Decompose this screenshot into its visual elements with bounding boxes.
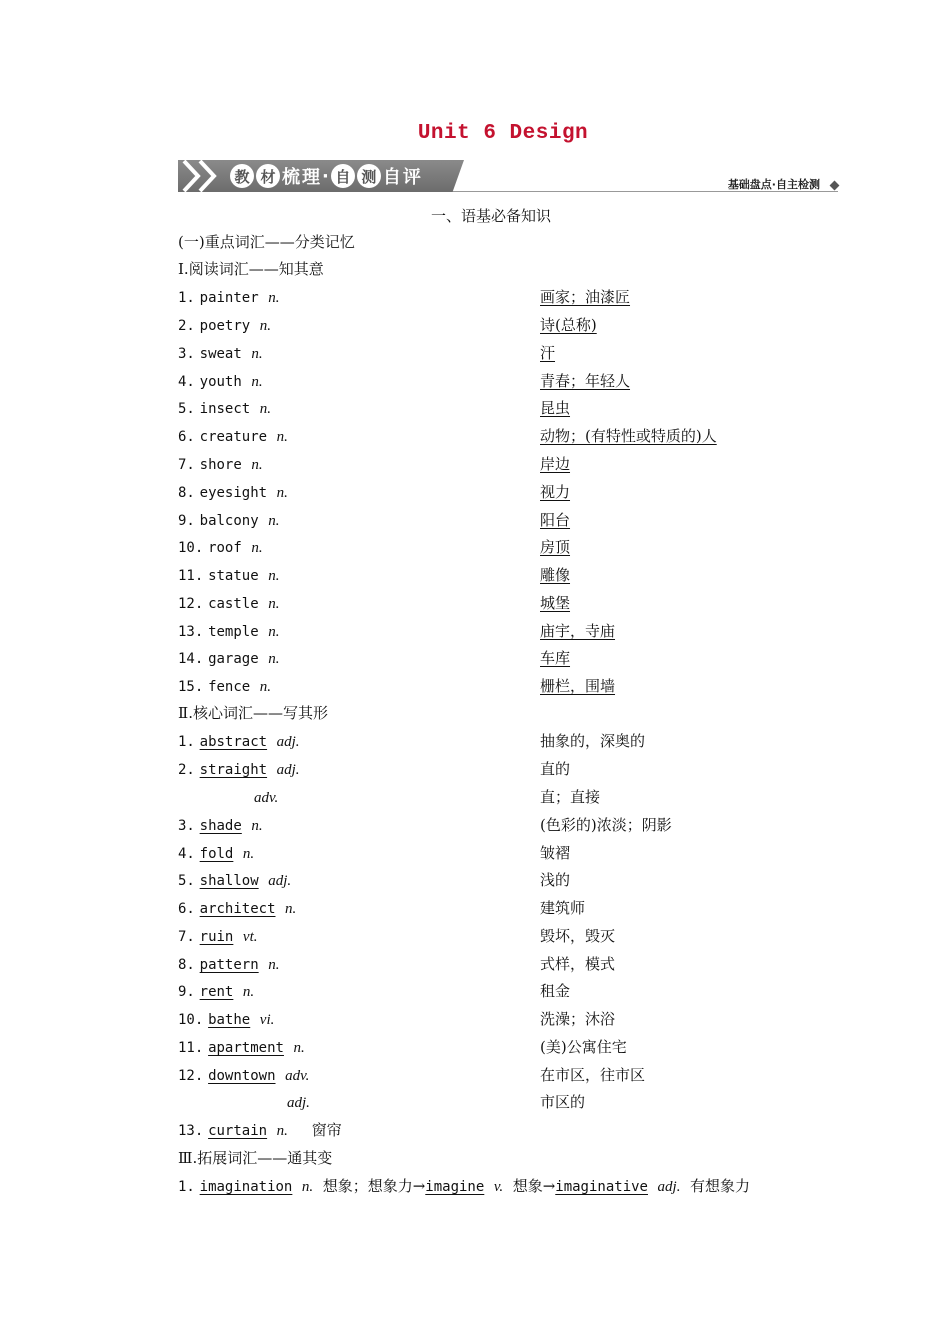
item-number: 10.: [178, 1012, 204, 1028]
item-meaning: 诗(总称): [540, 316, 597, 334]
item-pos: vi.: [259, 1012, 275, 1028]
core-item: [178, 981, 254, 1002]
item-pos: n.: [251, 457, 263, 473]
item-word: fence: [208, 679, 251, 695]
item-word: apartment: [208, 1040, 284, 1056]
item-pos: n.: [259, 679, 272, 695]
item-meaning: 阳台: [540, 511, 571, 529]
item-number: 5.: [178, 401, 195, 417]
item-pos: n.: [268, 290, 280, 306]
item-meaning: 动物；(有特性或特质的)人: [540, 427, 717, 445]
reading-item: [178, 537, 263, 558]
page-title: Unit 6 Design: [417, 122, 589, 145]
item-word: architect: [199, 901, 276, 917]
item-number: 4.: [178, 374, 195, 390]
item-word: imagine: [425, 1179, 485, 1195]
item-word: insect: [199, 401, 251, 417]
item-pos: n.: [301, 1179, 314, 1195]
item-meaning: 市区的: [540, 1093, 586, 1111]
item-number: 14.: [178, 651, 204, 667]
item-meaning: (美)公寓住宅: [540, 1038, 627, 1056]
item-word: downtown: [208, 1068, 276, 1084]
item-number: 13.: [178, 624, 204, 640]
item-pos: vt.: [242, 929, 258, 945]
item-word: roof: [208, 540, 242, 556]
banner-char: 材: [256, 164, 280, 188]
section-banner: [178, 158, 842, 196]
item-meaning: 庙宇，寺庙: [540, 622, 616, 640]
item-pos: adj.: [287, 1095, 310, 1111]
reading-item: [178, 482, 288, 503]
banner-char: ·: [322, 165, 329, 187]
reading-item: [178, 648, 279, 669]
item-number: 2.: [178, 318, 195, 334]
item-number: 13.: [178, 1123, 204, 1139]
item-word: imaginative: [555, 1179, 648, 1195]
core-item: [178, 843, 254, 864]
item-number: 3.: [178, 818, 195, 834]
item-word: abstract: [199, 734, 268, 750]
banner-char: 自: [382, 167, 401, 188]
reading-item: [178, 343, 263, 364]
item-number: 5.: [178, 873, 195, 889]
item-meaning: 想象→: [512, 1177, 556, 1195]
item-number: 12.: [178, 596, 204, 612]
item-number: 1.: [178, 734, 195, 750]
item-meaning: (色彩的)浓淡；阴影: [540, 816, 672, 834]
item-pos: n.: [268, 624, 280, 640]
item-pos: adj.: [657, 1179, 681, 1195]
item-pos: n.: [251, 818, 263, 834]
item-pos: n.: [251, 540, 263, 556]
item-number: 1.: [178, 290, 195, 306]
core-item: [178, 1120, 342, 1141]
item-word: rent: [199, 984, 234, 1000]
reading-item: [178, 398, 271, 419]
item-number: 6.: [178, 429, 195, 445]
item-pos: n.: [276, 1123, 288, 1139]
item-number: 9.: [178, 984, 195, 1000]
item-number: 9.: [178, 513, 195, 529]
core-heading: Ⅱ.核心词汇——写其形: [178, 704, 328, 722]
item-pos: n.: [268, 957, 280, 973]
item-pos: n.: [268, 568, 280, 584]
item-number: 11.: [178, 1040, 204, 1056]
item-meaning: 昆虫: [540, 399, 571, 417]
item-pos: n.: [276, 429, 288, 445]
reading-item: [178, 565, 279, 586]
banner-char: 评: [402, 167, 421, 188]
item-number: 12.: [178, 1068, 204, 1084]
item-meaning: 汗: [540, 344, 556, 362]
item-word: fold: [199, 846, 234, 862]
item-pos: adv.: [285, 1068, 310, 1084]
item-pos: v.: [493, 1179, 504, 1195]
item-number: 10.: [178, 540, 204, 556]
item-meaning: 青春；年轻人: [540, 372, 631, 390]
reading-item: [178, 621, 279, 642]
item-meaning: 有想象力: [690, 1177, 751, 1195]
banner-char: 自: [331, 164, 355, 188]
item-meaning: 视力: [540, 483, 571, 501]
item-pos: n.: [285, 901, 297, 917]
item-word: sweat: [199, 346, 242, 362]
item-word: painter: [199, 290, 259, 306]
item-pos: adj.: [276, 734, 300, 750]
reading-item: [178, 426, 288, 447]
core-item: [178, 870, 291, 891]
item-word: eyesight: [199, 485, 268, 501]
item-pos: n.: [251, 346, 263, 362]
item-word: creature: [199, 429, 268, 445]
banner-char: 教: [230, 164, 254, 188]
core-item: [178, 1037, 305, 1058]
banner-char: 梳: [282, 167, 300, 188]
reading-item: [178, 510, 279, 531]
banner-char: 测: [357, 164, 381, 188]
item-pos: n.: [293, 1040, 305, 1056]
item-meaning: 车库: [540, 649, 571, 667]
section-title: 一、语基必备知识: [430, 207, 551, 225]
reading-item: [178, 371, 263, 392]
item-meaning: 皱褶: [540, 844, 571, 862]
item-word: balcony: [199, 513, 259, 529]
reading-item: [178, 593, 279, 614]
item-word: youth: [199, 374, 242, 390]
diamond-icon: [830, 181, 840, 191]
item-number: 4.: [178, 846, 195, 862]
item-meaning: 城堡: [540, 594, 571, 612]
item-word: curtain: [208, 1123, 268, 1139]
item-word: garage: [208, 651, 259, 667]
item-word: straight: [199, 762, 268, 778]
core-item-sub: [254, 787, 278, 808]
item-number: 6.: [178, 901, 195, 917]
reading-item: [178, 315, 271, 336]
reading-item: [178, 676, 271, 697]
banner-subtitle: 基础盘点·自主检测: [727, 178, 820, 191]
item-meaning: 想象；想象力→: [322, 1177, 426, 1195]
core-item: [178, 1009, 274, 1030]
item-word: shade: [199, 818, 242, 834]
item-meaning: 画家；油漆匠: [540, 288, 631, 306]
item-word: imagination: [199, 1179, 293, 1195]
item-meaning: 直的: [540, 760, 571, 778]
item-pos: adj.: [276, 762, 300, 778]
item-pos: n.: [242, 984, 255, 1000]
core-item: [178, 926, 257, 947]
item-meaning: 抽象的，深奥的: [540, 732, 646, 750]
item-meaning: 租金: [540, 982, 571, 1000]
item-meaning: 窗帘: [311, 1121, 342, 1139]
item-meaning: 栅栏，围墙: [540, 677, 616, 695]
chevron-right-icon: [196, 158, 218, 194]
item-number: 7.: [178, 929, 195, 945]
item-meaning: 雕像: [540, 566, 571, 584]
item-pos: n.: [259, 318, 272, 334]
item-meaning: 在市区，往市区: [540, 1066, 646, 1084]
item-number: 3.: [178, 346, 195, 362]
part-heading: (一)重点词汇——分类记忆: [178, 233, 355, 251]
item-pos: n.: [259, 401, 272, 417]
item-pos: n.: [276, 485, 288, 501]
core-item: [178, 759, 300, 780]
item-number: 7.: [178, 457, 195, 473]
item-pos: n.: [268, 596, 280, 612]
core-item: [178, 815, 263, 836]
reading-heading: Ⅰ.阅读词汇——知其意: [178, 260, 324, 278]
item-word: poetry: [199, 318, 251, 334]
item-pos: n.: [251, 374, 263, 390]
item-number: 15.: [178, 679, 204, 695]
reading-item: [178, 454, 263, 475]
reading-item: [178, 287, 279, 308]
item-word: statue: [208, 568, 259, 584]
item-pos: n.: [268, 651, 280, 667]
item-meaning: 洗澡；沐浴: [540, 1010, 616, 1028]
item-word: bathe: [208, 1012, 251, 1028]
core-item: [178, 1065, 309, 1086]
item-meaning: 式样，模式: [540, 955, 616, 973]
item-word: castle: [208, 596, 259, 612]
item-meaning: 直；直接: [540, 788, 601, 806]
banner-char: 理: [302, 167, 320, 188]
item-pos: adv.: [254, 790, 279, 806]
core-item: [178, 731, 300, 752]
item-meaning: 浅的: [540, 871, 571, 889]
item-number: 2.: [178, 762, 195, 778]
item-meaning: 建筑师: [540, 899, 586, 917]
item-meaning: 岸边: [540, 455, 571, 473]
item-meaning: 毁坏，毁灭: [540, 927, 616, 945]
core-item-sub: [287, 1092, 310, 1113]
item-number: 8.: [178, 485, 195, 501]
item-word: shore: [199, 457, 242, 473]
item-pos: n.: [268, 513, 280, 529]
item-number: 1.: [178, 1179, 195, 1195]
extended-item: [178, 1176, 750, 1197]
item-pos: n.: [242, 846, 255, 862]
item-number: 11.: [178, 568, 204, 584]
banner-title: [230, 163, 421, 189]
item-pos: adj.: [268, 873, 292, 889]
item-word: shallow: [199, 873, 259, 889]
item-number: 8.: [178, 957, 195, 973]
extended-heading: Ⅲ.拓展词汇——通其变: [178, 1149, 333, 1167]
item-word: temple: [208, 624, 259, 640]
core-item: [178, 954, 279, 975]
core-item: [178, 898, 296, 919]
item-meaning: 房顶: [540, 538, 571, 556]
item-word: ruin: [199, 929, 234, 945]
item-word: pattern: [199, 957, 259, 973]
